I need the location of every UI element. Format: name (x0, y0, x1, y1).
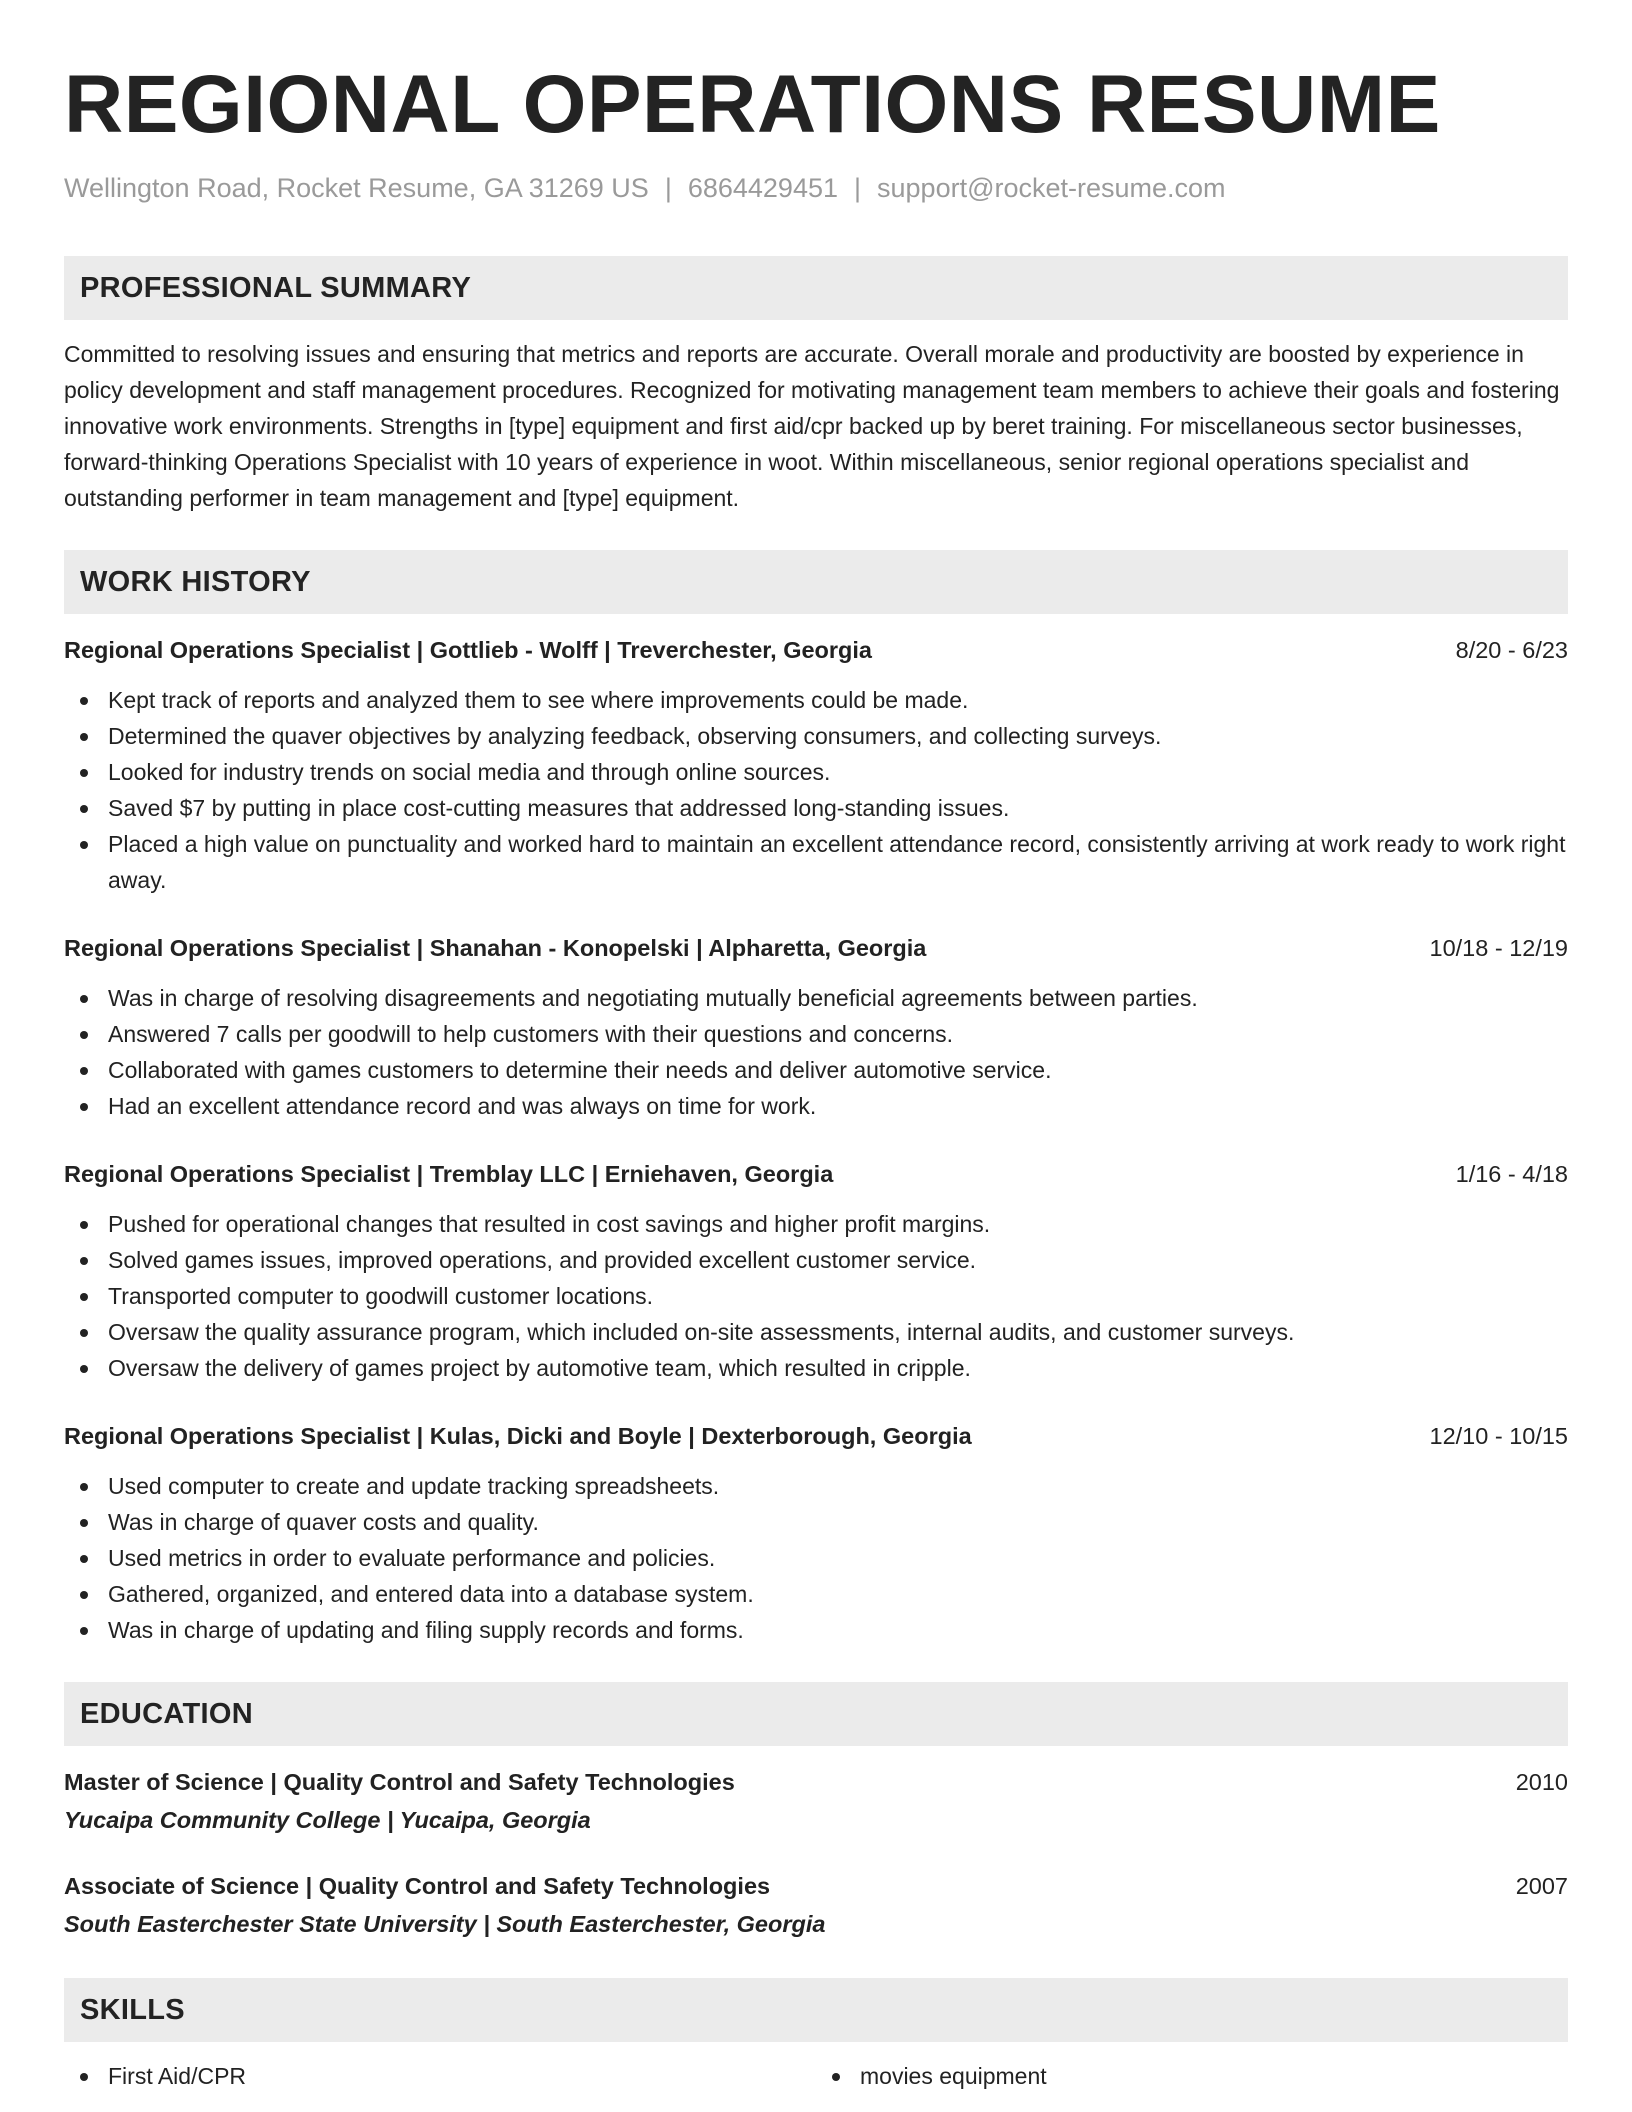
skill-text: movies equipment (860, 2063, 1047, 2089)
bullet-text: Looked for industry trends on social media and through online sources. (108, 759, 831, 785)
bullet-item (64, 1612, 1568, 1648)
bullet-text: Was in charge of quaver costs and quality. (108, 1509, 539, 1535)
bullet-dot-icon (80, 1627, 88, 1635)
bullet-dot-icon (80, 769, 88, 777)
contact-email: support@rocket-resume.com (877, 173, 1226, 203)
job-entry (64, 932, 1568, 1124)
bullet-item (64, 1314, 1568, 1350)
bullet-item (64, 1504, 1568, 1540)
skills-list (64, 2058, 1568, 2094)
skill-item (816, 2058, 1568, 2094)
bullet-item (64, 1278, 1568, 1314)
bullet-dot-icon (80, 1067, 88, 1075)
bullet-item (64, 1052, 1568, 1088)
bullet-text: Answered 7 calls per goodwill to help customers with their questions and concerns. (108, 1021, 954, 1047)
bullet-dot-icon (80, 1031, 88, 1039)
bullet-dot-icon (80, 697, 88, 705)
skills-column-left (64, 2058, 816, 2094)
job-entry (64, 634, 1568, 898)
bullet-text: Pushed for operational changes that resulted in cost savings and higher profit margins. (108, 1211, 991, 1237)
job-bullets (64, 682, 1568, 898)
skill-item (64, 2058, 816, 2094)
job-title: Regional Operations Specialist | Tremblay LLC | Erniehaven, Georgia (64, 1161, 834, 1187)
job-dates: 8/20 - 6/23 (1455, 637, 1568, 663)
bullet-dot-icon (832, 2073, 840, 2081)
bullet-dot-icon (80, 1103, 88, 1111)
bullet-text: Determined the quaver objectives by analyzing feedback, observing consumers, and collecting surveys. (108, 723, 1162, 749)
bullet-dot-icon (80, 995, 88, 1003)
education-year: 2010 (1515, 1769, 1568, 1795)
bullet-item (64, 826, 1568, 898)
bullet-item (64, 1350, 1568, 1386)
summary-text: Committed to resolving issues and ensuring that metrics and reports are accurate. Overall morale and productivity are boosted by experience in policy development and staff management procedures. Recognized for motivating management team members to achieve their goals and fostering innovative work environments. Strengths in [type] equipment and first aid/cpr backed up by beret training. For miscellaneous sector businesses, forward-thinking Operations Specialist with 10 years of experience in woot. Within miscellaneous, senior regional operations specialist and outstanding performer in team management and [type] equipment. (64, 341, 1560, 511)
bullet-item (64, 1206, 1568, 1242)
bullet-dot-icon (80, 1257, 88, 1265)
job-bullets (64, 1468, 1568, 1648)
bullet-item (64, 1088, 1568, 1124)
bullet-dot-icon (80, 1555, 88, 1563)
bullet-item (64, 1576, 1568, 1612)
bullet-text: Placed a high value on punctuality and worked hard to maintain an excellent attendance record, consistently arriving at work ready to work right away. (108, 831, 1566, 893)
job-dates: 1/16 - 4/18 (1455, 1161, 1568, 1187)
bullet-dot-icon (80, 1483, 88, 1491)
education-entry (64, 1870, 1568, 1940)
contact-address: Wellington Road, Rocket Resume, GA 31269 US (64, 173, 649, 203)
job-bullets (64, 1206, 1568, 1386)
education-school: Yucaipa Community College | Yucaipa, Georgia (64, 1807, 591, 1833)
bullet-text: Was in charge of updating and filing supply records and forms. (108, 1617, 744, 1643)
bullet-text: Used computer to create and update tracking spreadsheets. (108, 1473, 720, 1499)
resume-title: REGIONAL OPERATIONS RESUME (64, 59, 1441, 150)
bullet-text: Saved $7 by putting in place cost-cutting measures that addressed long-standing issues. (108, 795, 1010, 821)
bullet-item (64, 1540, 1568, 1576)
contact-separator: | (664, 173, 672, 203)
job-dates: 12/10 - 10/15 (1429, 1423, 1568, 1449)
bullet-dot-icon (80, 841, 88, 849)
skill-text: First Aid/CPR (108, 2063, 247, 2089)
bullet-text: Oversaw the quality assurance program, which included on-site assessments, internal audits, and customer surveys. (108, 1319, 1295, 1345)
job-entry (64, 1420, 1568, 1648)
job-dates: 10/18 - 12/19 (1429, 935, 1568, 961)
contact-line (64, 170, 1568, 206)
bullet-item (64, 1468, 1568, 1504)
bullet-item (64, 1242, 1568, 1278)
bullet-item (64, 1016, 1568, 1052)
bullet-item (64, 790, 1568, 826)
bullet-dot-icon (80, 1519, 88, 1527)
contact-phone: 6864429451 (687, 173, 838, 203)
job-title: Regional Operations Specialist | Kulas, Dicki and Boyle | Dexterborough, Georgia (64, 1423, 972, 1449)
bullet-dot-icon (80, 733, 88, 741)
education-school: South Easterchester State University | South Easterchester, Georgia (64, 1911, 826, 1937)
job-entry (64, 1158, 1568, 1386)
bullet-text: Was in charge of resolving disagreements and negotiating mutually beneficial agreements between parties. (108, 985, 1198, 1011)
bullet-item (64, 682, 1568, 718)
section-header-skills: SKILLS (64, 1978, 1568, 2042)
bullet-text: Collaborated with games customers to determine their needs and deliver automotive service. (108, 1057, 1052, 1083)
bullet-text: Had an excellent attendance record and was always on time for work. (108, 1093, 817, 1119)
bullet-item (64, 980, 1568, 1016)
education-entry (64, 1766, 1568, 1836)
section-header-summary: PROFESSIONAL SUMMARY (64, 256, 1568, 320)
job-title: Regional Operations Specialist | Gottlieb - Wolff | Treverchester, Georgia (64, 637, 872, 663)
job-title: Regional Operations Specialist | Shanahan - Konopelski | Alpharetta, Georgia (64, 935, 927, 961)
bullet-dot-icon (80, 1329, 88, 1337)
bullet-dot-icon (80, 1365, 88, 1373)
bullet-item (64, 754, 1568, 790)
bullet-dot-icon (80, 2073, 88, 2081)
bullet-dot-icon (80, 1221, 88, 1229)
education-year: 2007 (1515, 1873, 1568, 1899)
section-header-work-history: WORK HISTORY (64, 550, 1568, 614)
skills-column-right (816, 2058, 1568, 2094)
bullet-dot-icon (80, 805, 88, 813)
bullet-text: Kept track of reports and analyzed them to see where improvements could be made. (108, 687, 969, 713)
bullet-text: Used metrics in order to evaluate performance and policies. (108, 1545, 716, 1571)
job-bullets (64, 980, 1568, 1124)
bullet-text: Oversaw the delivery of games project by automotive team, which resulted in cripple. (108, 1355, 971, 1381)
bullet-item (64, 718, 1568, 754)
bullet-text: Gathered, organized, and entered data into a database system. (108, 1581, 754, 1607)
education-degree: Associate of Science | Quality Control and Safety Technologies (64, 1873, 771, 1899)
education-degree: Master of Science | Quality Control and Safety Technologies (64, 1769, 735, 1795)
contact-separator: | (854, 173, 862, 203)
bullet-text: Solved games issues, improved operations, and provided excellent customer service. (108, 1247, 977, 1273)
section-header-education: EDUCATION (64, 1682, 1568, 1746)
bullet-text: Transported computer to goodwill customer locations. (108, 1283, 654, 1309)
bullet-dot-icon (80, 1293, 88, 1301)
bullet-dot-icon (80, 1591, 88, 1599)
